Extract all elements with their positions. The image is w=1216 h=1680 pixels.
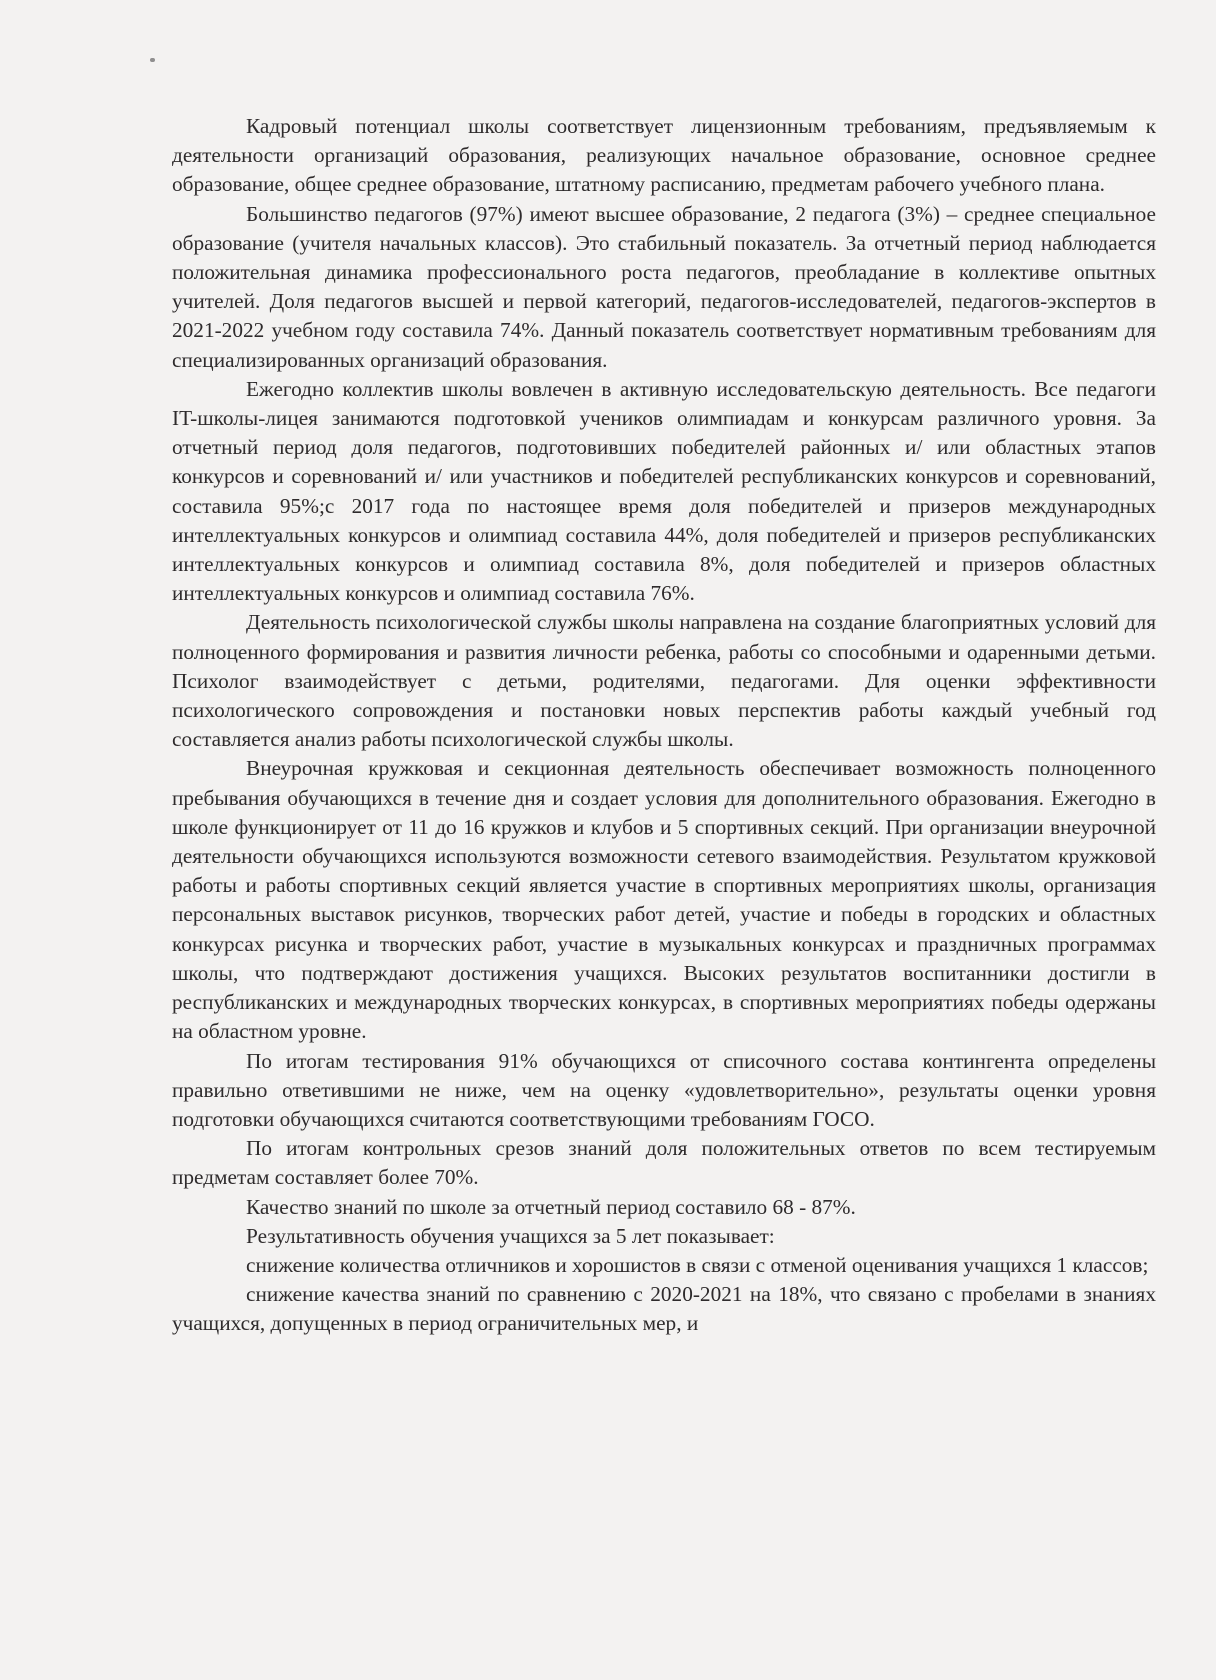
document-body [172, 112, 1156, 1339]
paragraph-psychological-service: Деятельность психологической службы школы направлена на создание благоприятных условий для полноценного формирования и развития личности ребенка, работы со способными и одаренными детьми. Психолог взаимодействует с детьми, родителями, педагогами. Для оценки эффективности психологического сопровождения и постановки новых перспектив работы каждый учебный год составляется анализ работы психологической службы школы. [172, 610, 1156, 752]
paragraph-knowledge-quality: Качество знаний по школе за отчетный период составило 68 - 87%. [246, 1194, 856, 1219]
paragraph-teacher-education: Большинство педагогов (97%) имеют высшее образование, 2 педагога (3%) – среднее специальное образование (учителя начальных классов). Это стабильный показатель. За отчетный период наблюдается положительная динамика профессионального роста педагогов, преобладание в коллективе опытных учителей. Доля педагогов высшей и первой категорий, педагогов-исследователей, педагогов-экспертов в 2021-2022 учебном году составила 74%. Данный показатель соответствует нормативным требованиям для специализированных организаций образования. [172, 201, 1156, 372]
paragraph-knowledge-checks: По итогам контрольных срезов знаний доля положительных ответов по всем тестируемым предметам составляет более 70%. [172, 1136, 1156, 1190]
paragraph-research-activity: Ежегодно коллектив школы вовлечен в активную исследовательскую деятельность. Все педагоги IT-школы-лицея занимаются подготовкой учеников олимпиадам и конкурсам различного уровня. За отчетный период доля педагогов, подготовивших победителей районных и/ или областных этапов конкурсов и соревнований и/ или участников и победителей республиканских конкурсов и соревнований, составила 95%;с 2017 года по настоящее время доля победителей и призеров международных интеллектуальных конкурсов и олимпиад составила 44%, доля победителей и призеров республиканских интеллектуальных конкурсов и олимпиад составила 8%, доля победителей и призеров областных интеллектуальных конкурсов и олимпиад составила 76%. [172, 376, 1156, 606]
paragraph-five-year-results: Результативность обучения учащихся за 5 лет показывает: [246, 1223, 775, 1248]
paragraph-honor-students-decline: снижение количества отличников и хорошистов в связи с отменой оценивания учащихся 1 классов; [246, 1252, 1149, 1277]
paragraph-extracurricular: Внеурочная кружковая и секционная деятельность обеспечивает возможность полноценного пребывания обучающихся в течение дня и создает условия для дополнительного образования. Ежегодно в школе функционирует от 11 до 16 кружков и клубов и 5 спортивных секций. При организации внеурочной деятельности обучающихся используются возможности сетевого взаимодействия. Результатом кружковой работы и работы спортивных секций является участие в спортивных мероприятиях школы, организация персональных выставок рисунков, творческих работ детей, участие и победы в городских и областных конкурсах рисунка и творческих работ, участие в музыкальных конкурсах и праздничных программах школы, что подтверждают достижения учащихся. Высоких результатов воспитанники достигли в республиканских и международных творческих конкурсах, в спортивных мероприятиях победы одержаны на областном уровне. [172, 756, 1156, 1044]
paragraph-staff-potential: Кадровый потенциал школы соответствует лицензионным требованиям, предъявляемым к деятельности организаций образования, реализующих начальное образование, основное среднее образование, общее среднее образование, штатному расписанию, предметам рабочего учебного плана. [172, 114, 1156, 197]
paragraph-testing-results: По итогам тестирования 91% обучающихся от списочного состава контингента определены правильно ответившими не ниже, чем на оценку «удовлетворительно», результаты оценки уровня подготовки обучающихся считаются соответствующими требованиям ГОСО. [172, 1048, 1156, 1131]
scan-speck [150, 58, 155, 62]
paragraph-quality-decline: снижение качества знаний по сравнению с 2020-2021 на 18%, что связано с пробелами в знаниях учащихся, допущенных в период ограничительных мер, и [172, 1282, 1156, 1336]
